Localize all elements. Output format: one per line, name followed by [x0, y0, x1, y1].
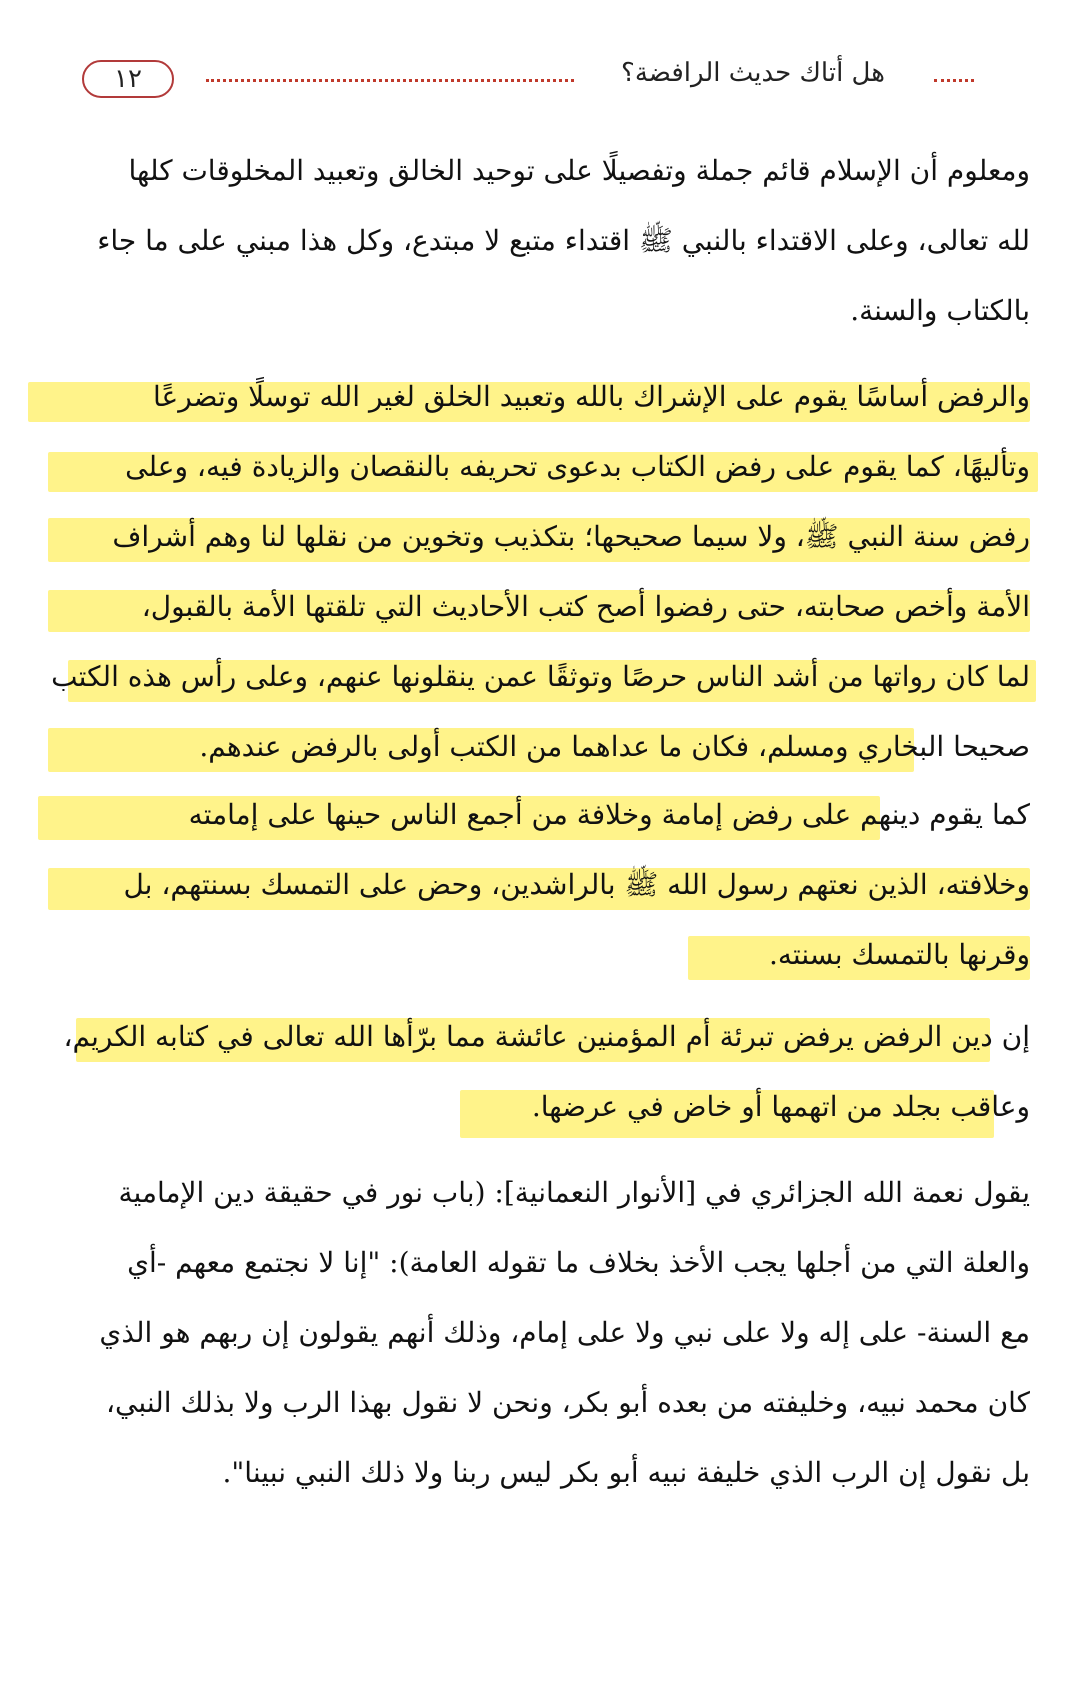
highlighted-line: رفض سنة النبي ﷺ، ولا سيما صحيحها؛ بتكذيب وتخوين من نقلها لنا وهم أشراف [48, 502, 1030, 572]
paragraph-line: بل نقول إن الرب الذي خليفة نبيه أبو بكر ليس ربنا ولا ذلك النبي نبينا". [222, 1456, 1030, 1489]
highlighted-line: إن دين الرفض يرفض تبرئة أم المؤمنين عائشة مما برّأها الله تعالى في كتابه الكريم، [48, 1002, 1030, 1072]
paragraph-line: بالكتاب والسنة. [850, 294, 1030, 327]
paragraph-4 [48, 1002, 1030, 1142]
paragraph-line: مع السنة- على إله ولا على نبي ولا على إمام، وذلك أنهم يقولون إن ربهم هو الذي [99, 1316, 1030, 1349]
header-divider-right [934, 79, 974, 82]
paragraph-line: ومعلوم أن الإسلام قائم جملة وتفصيلًا على توحيد الخالق وتعبيد المخلوقات كلها [128, 154, 1030, 187]
highlighted-line: والرفض أساسًا يقوم على الإشراك بالله وتعبيد الخلق لغير الله توسلًا وتضرعًا [48, 362, 1030, 432]
paragraph-2 [48, 362, 1030, 782]
running-title: هل أتاك حديث الرافضة؟ [621, 58, 885, 88]
paragraph-line: كان محمد نبيه، وخليفته من بعده أبو بكر، ونحن لا نقول بهذا الرب ولا بذلك النبي، [106, 1386, 1030, 1419]
highlighted-line: وقرنها بالتمسك بسنته. [48, 920, 1030, 990]
paragraph-line: والعلة التي من أجلها يجب الأخذ بخلاف ما تقوله العامة): "إنا لا نجتمع معهم -أي [127, 1246, 1030, 1279]
highlighted-line: كما يقوم دينهم على رفض إمامة وخلافة من أجمع الناس حينها على إمامته [48, 780, 1030, 850]
header-divider-left [206, 79, 574, 82]
highlighted-line: وتأليهًا، كما يقوم على رفض الكتاب بدعوى تحريفه بالنقصان والزيادة فيه، وعلى [48, 432, 1030, 502]
paragraph-1 [48, 136, 1030, 346]
highlighted-line: وخلافته، الذين نعتهم رسول الله ﷺ بالراشدين، وحض على التمسك بسنتهم، بل [48, 850, 1030, 920]
highlighted-line: وعاقب بجلد من اتهمها أو خاض في عرضها. [48, 1072, 1030, 1142]
paragraph-line: يقول نعمة الله الجزائري في [الأنوار النعمانية]: (باب نور في حقيقة دين الإمامية [118, 1176, 1030, 1209]
page-header [78, 52, 978, 112]
highlighted-line: صحيحا البخاري ومسلم، فكان ما عداهما من الكتب أولى بالرفض عندهم. [48, 712, 1030, 782]
paragraph-5 [48, 1158, 1030, 1508]
paragraph-3 [48, 780, 1030, 990]
highlighted-line: الأمة وأخص صحابته، حتى رفضوا أصح كتب الأحاديث التي تلقتها الأمة بالقبول، [48, 572, 1030, 642]
paragraph-line: لله تعالى، وعلى الاقتداء بالنبي ﷺ اقتداء متبع لا مبتدع، وكل هذا مبني على ما جاء [97, 224, 1030, 257]
page-number: ١٢ [82, 60, 174, 98]
highlighted-line: لما كان رواتها من أشد الناس حرصًا وتوثقًا عمن ينقلونها عنهم، وعلى رأس هذه الكتب [48, 642, 1030, 712]
